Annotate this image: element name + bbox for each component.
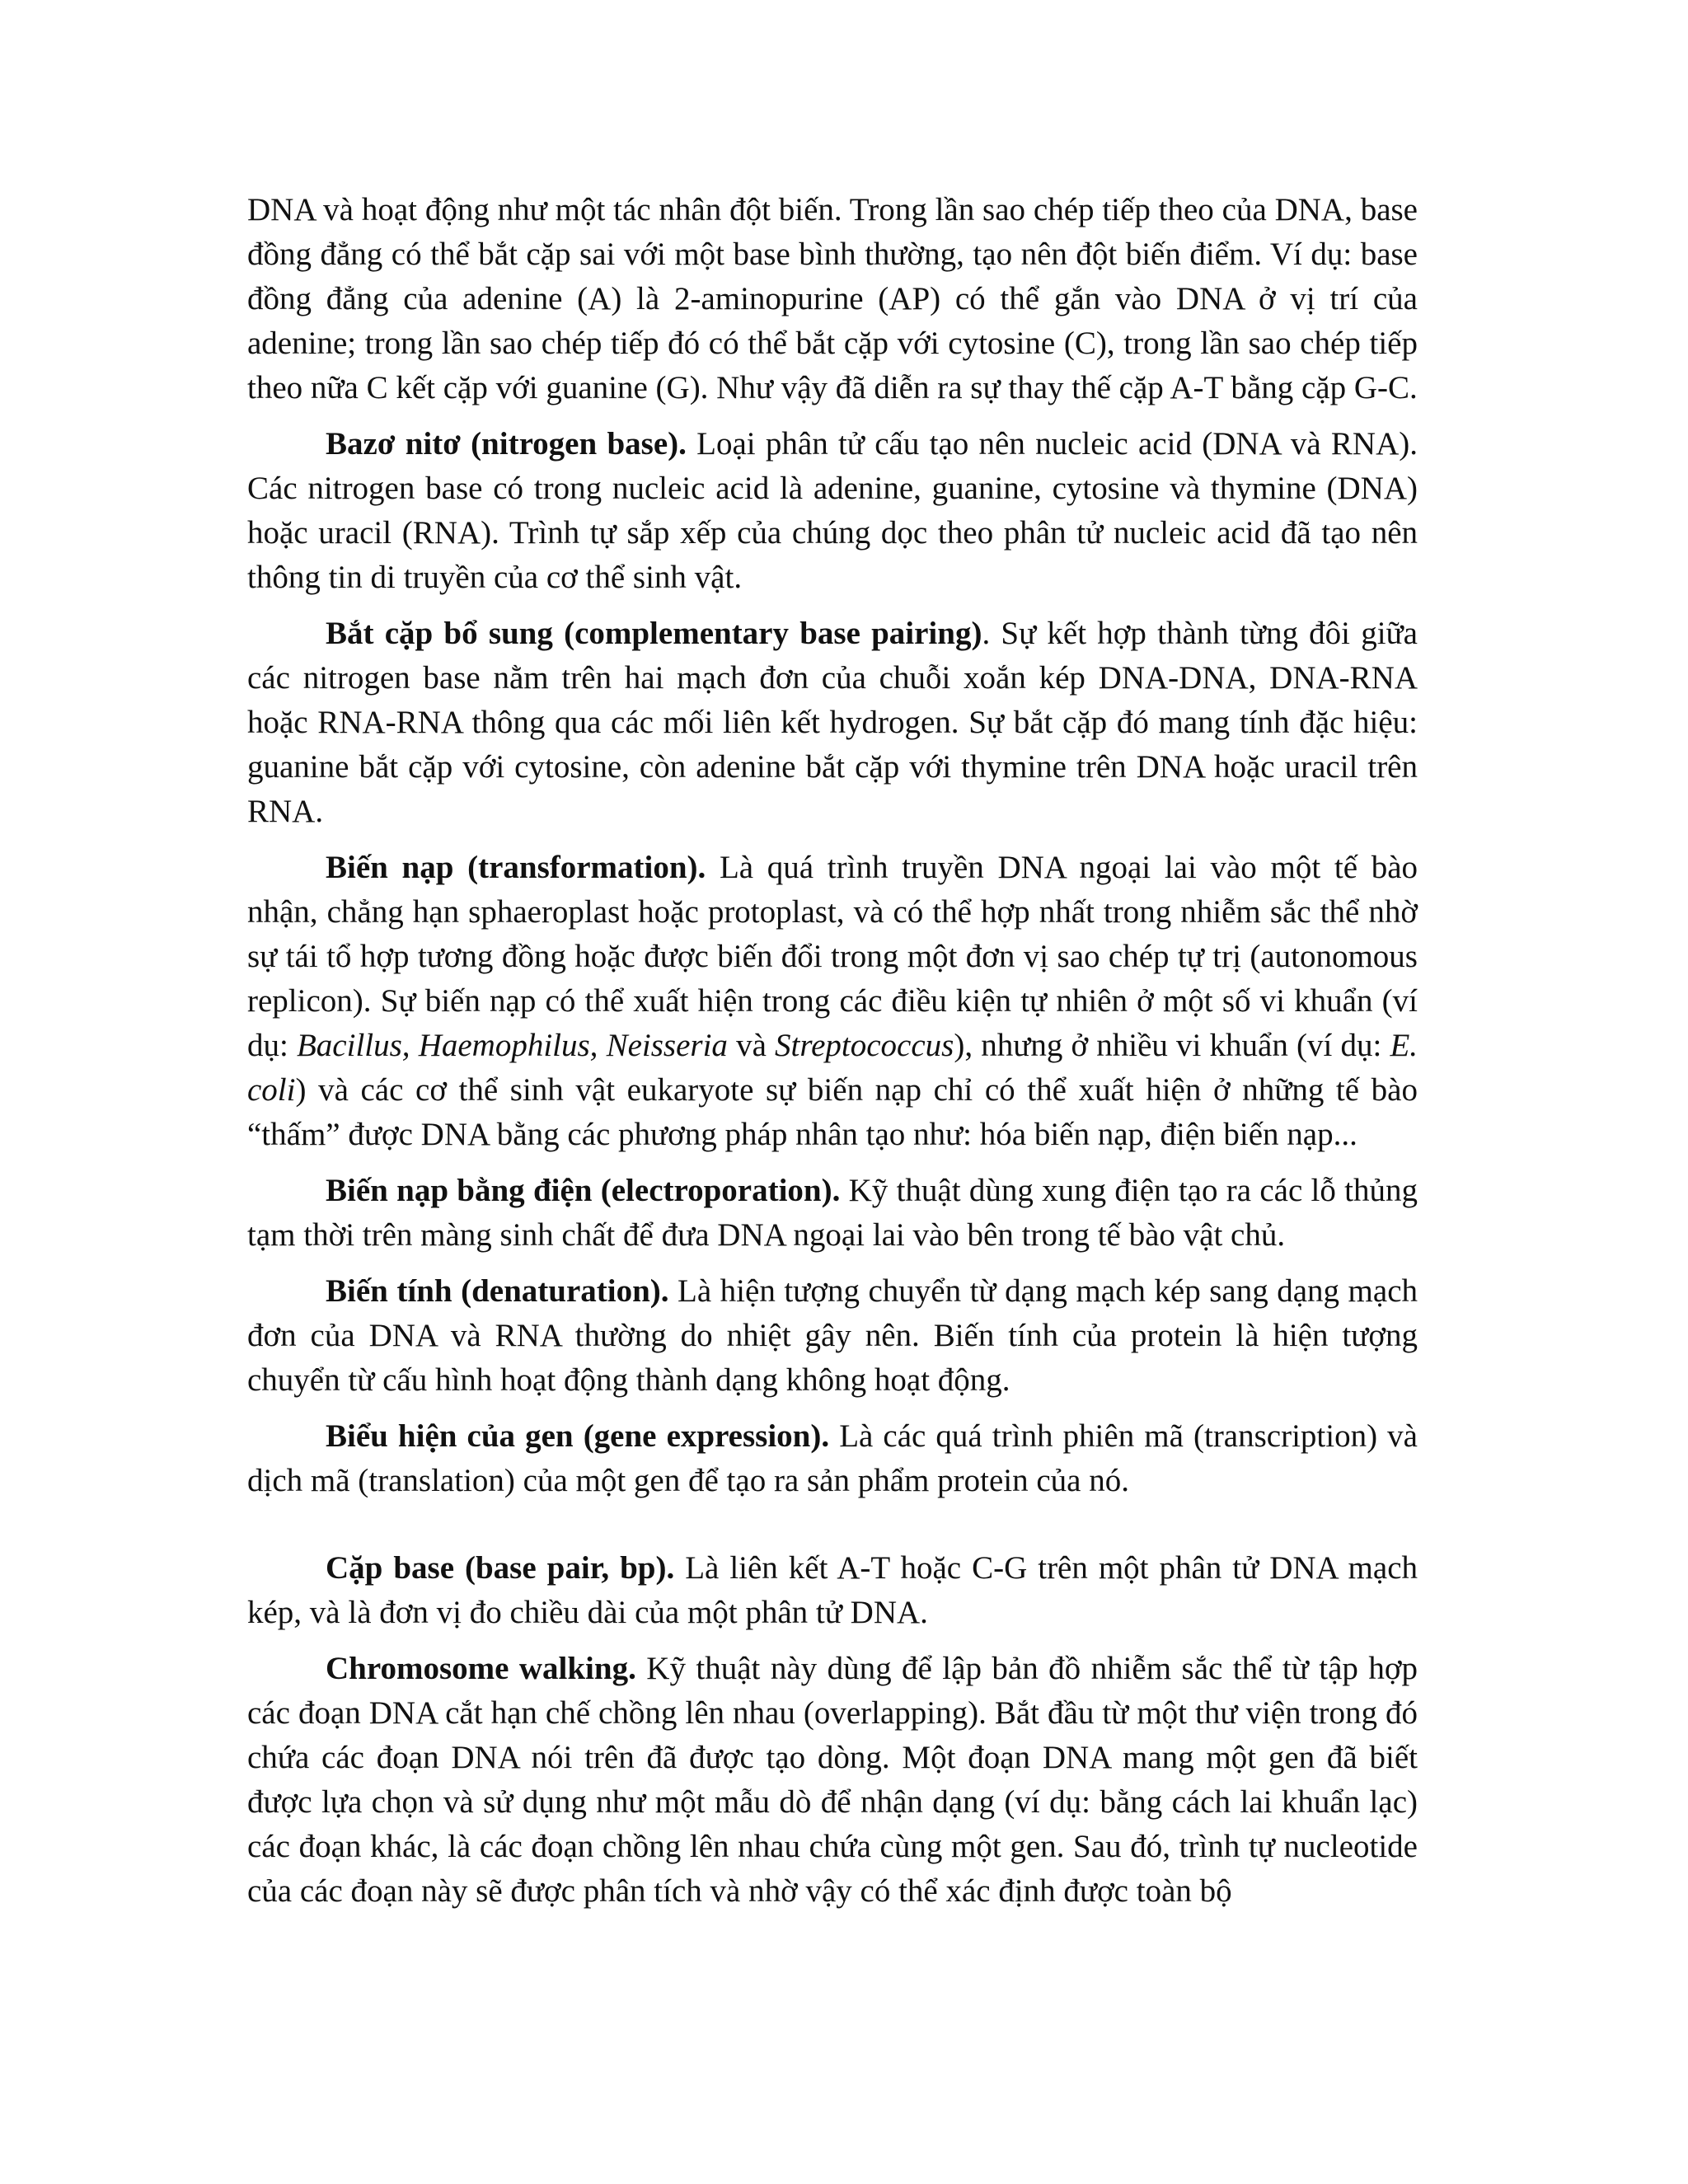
paragraph-bazo-nito bbox=[247, 422, 1418, 600]
glossary-term: Biến nạp (transformation). bbox=[326, 850, 706, 885]
body-text: . Sự kết hợp thành từng đôi giữa các nitrogen base nằm trên hai mạch đơn của chuỗi xoắn kép DNA-DNA, DNA-RNA hoặc RNA-RNA thông qua các mối liên kết hydrogen. Sự bắt cặp đó mang tính đặc hiệu: guanine bắt cặp với cytosine, còn adenine bắt cặp với thymine trên DNA hoặc uracil trên RNA. bbox=[247, 616, 1418, 829]
body-text: ) và các cơ thể sinh vật eukaryote sự biến nạp chỉ có thể xuất hiện ở những tế bào “thấm” được DNA bằng các phương pháp nhân tạo như: hóa biến nạp, điện biến nạp... bbox=[247, 1072, 1418, 1152]
paragraph-continuation bbox=[247, 188, 1418, 410]
glossary-term: Bắt cặp bổ sung (complementary base pairing) bbox=[326, 616, 982, 651]
body-text: Là các quá trình phiên mã (transcription) và dịch mã (translation) của một gen để tạo ra sản phẩm protein của nó. bbox=[247, 1418, 1418, 1498]
italic-text: Streptococcus bbox=[775, 1028, 954, 1063]
glossary-term: Bazơ nitơ (nitrogen base). bbox=[326, 426, 687, 462]
paragraph-cap-base bbox=[247, 1546, 1418, 1635]
body-text: Kỹ thuật này dùng để lập bản đồ nhiễm sắc thể từ tập hợp các đoạn DNA cắt hạn chế chồng lên nhau (overlapping). Bắt đầu từ một thư viện trong đó chứa các đoạn DNA nói trên đã được tạo dòng. Một đoạn DNA mang một gen đã biết được lựa chọn và sử dụng như một mẫu dò để nhận dạng (ví dụ: bằng cách lai khuẩn lạc) các đoạn khác, là các đoạn chồng lên nhau chứa cùng một gen. Sau đó, trình tự nucleotide của các đoạn này sẽ được phân tích và nhờ vậy có thể xác định được toàn bộ bbox=[247, 1651, 1418, 1909]
glossary-term: Biến nạp bằng điện (electroporation). bbox=[326, 1173, 841, 1208]
paragraph-bien-tinh bbox=[247, 1269, 1418, 1403]
glossary-term: Chromosome walking. bbox=[326, 1651, 636, 1686]
paragraph-bat-cap-bo-sung bbox=[247, 612, 1418, 834]
body-text: ), nhưng ở nhiều vi khuẩn (ví dụ: bbox=[954, 1028, 1390, 1063]
paragraph-bien-nap bbox=[247, 846, 1418, 1157]
body-text: Là hiện tượng chuyển từ dạng mạch kép sang dạng mạch đơn của DNA và RNA thường do nhiệt gây nên. Biến tính của protein là hiện tượng chuyển từ cấu hình hoạt động thành dạng không hoạt động. bbox=[247, 1273, 1418, 1398]
paragraph-bien-nap-bang-dien bbox=[247, 1169, 1418, 1258]
paragraph-chromosome-walking bbox=[247, 1647, 1418, 1914]
body-text: DNA và hoạt động như một tác nhân đột biến. Trong lần sao chép tiếp theo của DNA, base đồng đẳng có thể bắt cặp sai với một base bình thường, tạo nên đột biến điểm. Ví dụ: base đồng đẳng của adenine (A) là 2-aminopurine (AP) có thể gắn vào DNA ở vị trí của adenine; trong lần sao chép tiếp đó có thể bắt cặp với cytosine (C), trong lần sao chép tiếp theo nữa C kết cặp với guanine (G). Như vậy đã diễn ra sự thay thế cặp A-T bằng cặp G-C. bbox=[247, 192, 1418, 405]
body-text: Là quá trình truyền DNA ngoại lai vào một tế bào nhận, chẳng hạn sphaeroplast hoặc protoplast, và có thể hợp nhất trong nhiễm sắc thể nhờ sự tái tổ hợp tương đồng hoặc được biến đổi trong một đơn vị sao chép tự trị (autonomous replicon). Sự biến nạp có thể xuất hiện trong các điều kiện tự nhiên ở một số vi khuẩn (ví dụ: bbox=[247, 850, 1418, 1063]
document-page bbox=[247, 188, 1418, 1925]
italic-text: Bacillus, Haemophilus, Neisseria bbox=[296, 1028, 728, 1063]
italic-text: E. coli bbox=[247, 1028, 1418, 1108]
glossary-term: Biểu hiện của gen (gene expression). bbox=[326, 1418, 830, 1454]
body-text: Kỹ thuật dùng xung điện tạo ra các lỗ thủng tạm thời trên màng sinh chất để đưa DNA ngoại lai vào bên trong tế bào vật chủ. bbox=[247, 1173, 1418, 1253]
body-text: và bbox=[727, 1028, 776, 1063]
body-text: Là liên kết A-T hoặc C-G trên một phân tử DNA mạch kép, và là đơn vị đo chiều dài của một phân tử DNA. bbox=[247, 1550, 1418, 1630]
body-text: Loại phân tử cấu tạo nên nucleic acid (DNA và RNA). Các nitrogen base có trong nucleic acid là adenine, guanine, cytosine và thymine (DNA) hoặc uracil (RNA). Trình tự sắp xếp của chúng dọc theo phân tử nucleic acid đã tạo nên thông tin di truyền của cơ thể sinh vật. bbox=[247, 426, 1418, 595]
paragraph-bieu-hien-cua-gen bbox=[247, 1414, 1418, 1503]
glossary-term: Biến tính (denaturation). bbox=[326, 1273, 669, 1309]
glossary-term: Cặp base (base pair, bp). bbox=[326, 1550, 675, 1586]
